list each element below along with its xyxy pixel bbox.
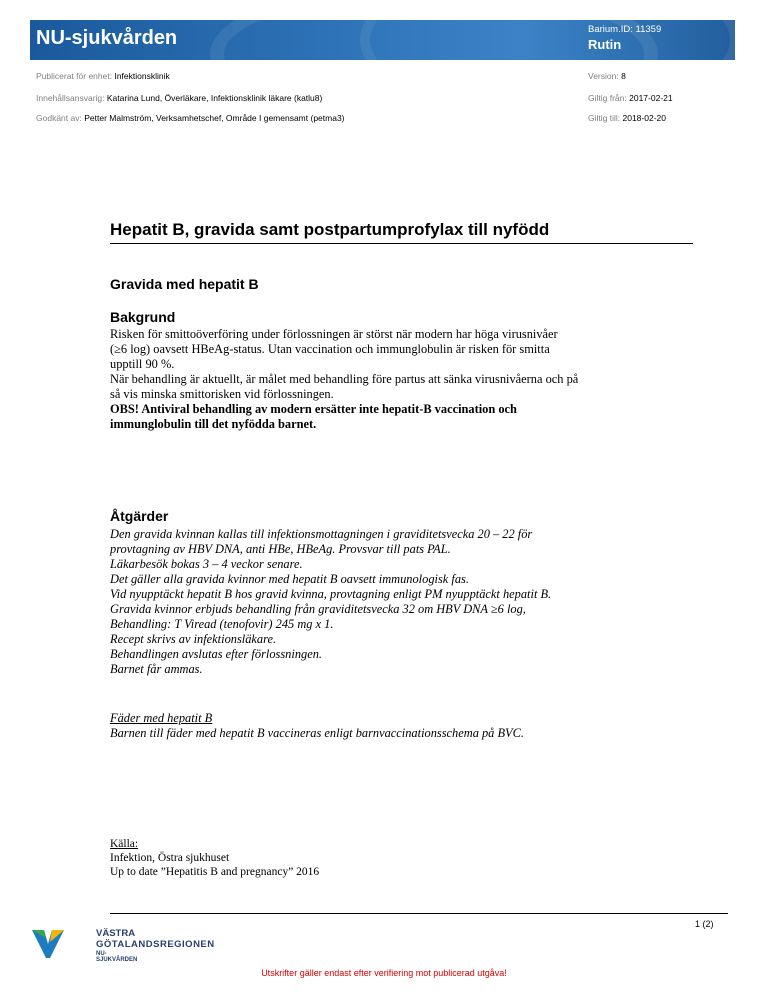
background-line: upptill 90 %. bbox=[110, 357, 175, 371]
print-disclaimer: Utskrifter gäller endast efter verifiering mot publicerad utgåva! bbox=[261, 968, 507, 978]
vgr-logo-icon bbox=[30, 928, 66, 960]
valid-from-label: Giltig från: bbox=[588, 93, 627, 103]
meta-row-approved bbox=[36, 113, 726, 123]
approved-label: Godkänt av: bbox=[36, 113, 82, 123]
action-line: Behandlingen avslutas efter förlossningen. bbox=[110, 647, 322, 661]
banner-decoration bbox=[360, 20, 735, 60]
fathers-section bbox=[110, 711, 710, 741]
barium-id: Barium.ID: 11359 bbox=[588, 24, 662, 35]
responsible-label: Innehållsansvarig: bbox=[36, 93, 105, 103]
background-heading: Bakgrund bbox=[110, 309, 176, 325]
logo-line: GÖTALANDSREGIONEN bbox=[96, 939, 215, 950]
obs-line: OBS! Antiviral behandling av modern ersätter inte hepatit-B vaccination och bbox=[110, 402, 517, 416]
meta-row-published bbox=[36, 71, 726, 81]
action-line: Behandling: T Viread (tenofovir) 245 mg x 1. bbox=[110, 617, 334, 631]
meta-row-responsible bbox=[36, 93, 726, 103]
valid-from-field bbox=[588, 93, 673, 103]
footer-divider bbox=[110, 913, 728, 914]
logo-line: NU-SJUKVÅRDEN bbox=[96, 951, 138, 963]
source-section bbox=[110, 837, 710, 879]
background-line: Risken för smittoöverföring under förlossningen är störst när modern har höga virusnivåer bbox=[110, 327, 558, 341]
version-field bbox=[588, 71, 626, 81]
obs-line: immunglobulin till det nyfödda barnet. bbox=[110, 417, 317, 431]
valid-to-value: 2018-02-20 bbox=[622, 113, 666, 123]
document-title: Hepatit B, gravida samt postpartumprofylax till nyfödd bbox=[110, 220, 693, 244]
action-line: Recept skrivs av infektionsläkare. bbox=[110, 632, 277, 646]
fathers-text: Barnen till fäder med hepatit B vaccineras enligt barnvaccinationsschema på BVC. bbox=[110, 726, 524, 740]
source-line: Up to date ”Hepatitis B and pregnancy” 2016 bbox=[110, 866, 320, 878]
action-line: Den gravida kvinnan kallas till infektionsmottagningen i graviditetsvecka 20 – 22 för bbox=[110, 527, 533, 541]
actions-heading: Åtgärder bbox=[110, 508, 169, 524]
responsible-value: Katarina Lund, Överläkare, Infektionsklinik läkare (katlu8) bbox=[106, 93, 323, 103]
action-line: Barnet får ammas. bbox=[110, 662, 203, 676]
header-banner bbox=[30, 20, 735, 60]
published-label: Publicerat för enhet: bbox=[36, 71, 113, 81]
background-line: (≥6 log) oavsett HBeAg-status. Utan vaccination och immunglobulin är risken för smitta bbox=[110, 342, 550, 356]
version-value: 8 bbox=[621, 71, 626, 81]
action-line: provtagning av HBV DNA, anti HBe, HBeAg. Provsvar till pats PAL. bbox=[110, 542, 451, 556]
valid-to-field bbox=[588, 113, 666, 123]
org-name: NU-sjukvården bbox=[36, 27, 178, 49]
source-line: Infektion, Östra sjukhuset bbox=[110, 852, 230, 864]
section-heading: Gravida med hepatit B bbox=[110, 276, 259, 292]
page-number: 1 (2) bbox=[695, 919, 714, 929]
approved-value: Petter Malmström, Verksamhetschef, Område I gemensamt (petma3) bbox=[84, 113, 345, 123]
valid-to-label: Giltig till: bbox=[588, 113, 621, 123]
logo-line: VÄSTRA bbox=[96, 928, 136, 939]
version-label: Version: bbox=[588, 71, 619, 81]
background-line: så vis minska smittorisken vid förlossningen. bbox=[110, 387, 334, 401]
published-value: Infektionsklinik bbox=[114, 71, 170, 81]
fathers-heading: Fäder med hepatit B bbox=[110, 711, 213, 725]
actions-text bbox=[110, 527, 710, 677]
action-line: Vid nyupptäckt hepatit B hos gravid kvinna, provtagning enligt PM nyupptäckt hepatit B. bbox=[110, 587, 552, 601]
valid-from-value: 2017-02-21 bbox=[629, 93, 673, 103]
background-line: När behandling är aktuellt, är målet med behandling före partus att sänka virusnivåerna och på bbox=[110, 372, 579, 386]
background-text bbox=[110, 327, 710, 432]
source-label: Källa: bbox=[110, 838, 139, 850]
document-type: Rutin bbox=[588, 37, 622, 52]
vgr-logo bbox=[30, 928, 215, 965]
action-line: Gravida kvinnor erbjuds behandling från graviditetsvecka 32 om HBV DNA ≥6 log, bbox=[110, 602, 526, 616]
action-line: Läkarbesök bokas 3 – 4 veckor senare. bbox=[110, 557, 303, 571]
action-line: Det gäller alla gravida kvinnor med hepatit B oavsett immunologisk fas. bbox=[110, 572, 469, 586]
